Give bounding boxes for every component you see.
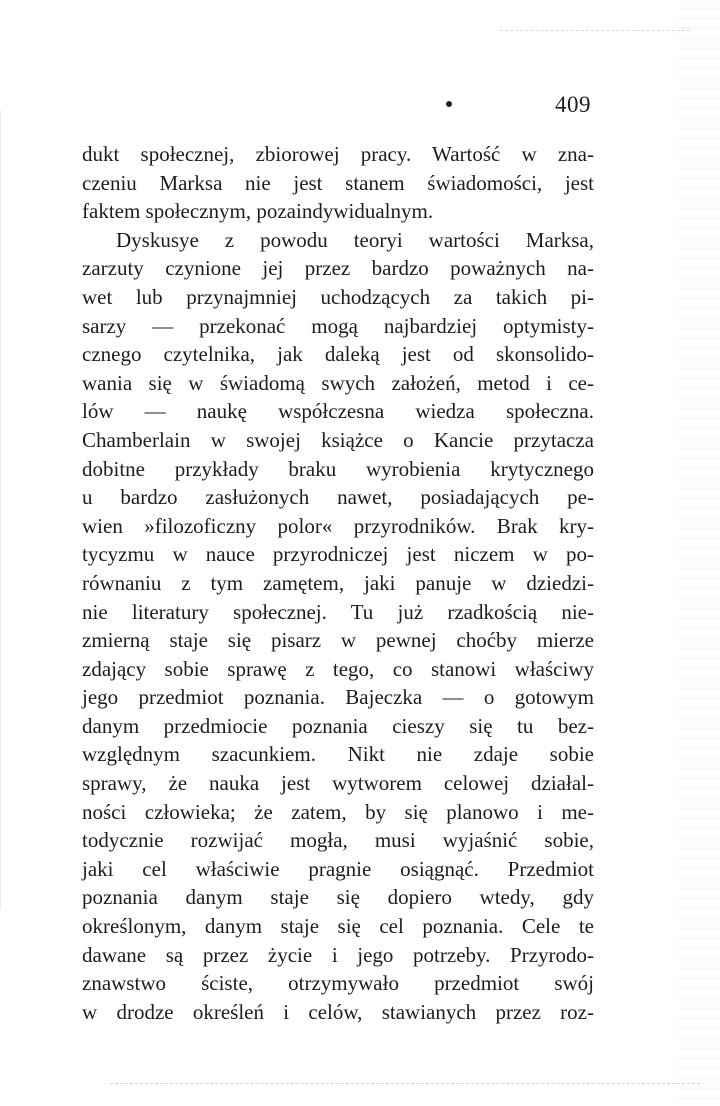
text-line: lów — naukę współczesna wiedza społeczna. xyxy=(82,399,594,424)
text-line: cznego czytelnika, jak daleką jest od skonsolido- xyxy=(82,342,594,367)
text-line: tycyzmu w nauce przyrodniczej jest niczem w po- xyxy=(82,542,594,567)
right-scan-edge xyxy=(678,0,720,1106)
text-line: sprawy, że nauka jest wytworem celowej działal- xyxy=(82,771,594,796)
text-line: Dyskusye z powodu teoryi wartości Marksa, xyxy=(116,227,594,252)
text-line: w drodze określeń i celów, stawianych przez roz- xyxy=(82,999,594,1024)
bottom-scan-noise xyxy=(110,1083,700,1086)
text-line: ności człowieka; że zatem, by się planowo i me- xyxy=(82,799,594,824)
text-line: u bardzo zasłużonych nawet, posiadających pe- xyxy=(82,485,594,510)
text-line: względnym szacunkiem. Nikt nie zdaje sobie xyxy=(82,742,594,767)
text-line: dobitne przykłady braku wyrobienia krytycznego xyxy=(82,456,594,481)
text-line: zmierną staje się pisarz w pewnej choćby mierze xyxy=(82,628,594,653)
text-line: faktem społecznym, pozaindywidualnym. xyxy=(82,199,434,224)
text-line: todycznie rozwijać mogła, musi wyjaśnić sobie, xyxy=(82,828,594,853)
top-scan-noise xyxy=(500,12,690,31)
text-line: wet lub przynajmniej uchodzących za takich pi- xyxy=(82,284,594,309)
text-line: danym przedmiocie poznania cieszy się tu bez- xyxy=(82,713,594,738)
text-line: sarzy — przekonać mogą najbardziej optymisty- xyxy=(82,313,594,338)
left-scan-edge xyxy=(0,110,13,910)
text-line: określonym, danym staje się cel poznania. Cele te xyxy=(82,914,594,939)
text-line: zarzuty czynione jej przez bardzo poważnych na- xyxy=(82,256,594,281)
text-line: jaki cel właściwie pragnie osiągnąć. Przedmiot xyxy=(82,856,594,881)
text-line: dawane są przez życie i jego potrzeby. Przyrodo- xyxy=(82,942,594,967)
text-line: czeniu Marksa nie jest stanem świadomości, jest xyxy=(82,170,594,195)
text-line: zdający sobie sprawę z tego, co stanowi właściwy xyxy=(82,656,594,681)
text-line: wien »filozoficzny polor« przyrodników. Brak kry- xyxy=(82,513,594,538)
page-number: 409 xyxy=(555,92,591,117)
text-line: dukt społecznej, zbiorowej pracy. Wartość w zna- xyxy=(82,142,594,166)
text-line: znawstwo ściste, otrzymywało przedmiot swój xyxy=(82,971,594,996)
text-line: nie literatury społecznej. Tu już rzadkością nie- xyxy=(82,599,594,624)
text-line: Chamberlain w swojej książce o Kancie przytacza xyxy=(82,427,594,452)
text-line: wania się w świadomą swych założeń, metod i ce- xyxy=(82,370,594,395)
page-dot xyxy=(446,101,452,107)
page-text xyxy=(82,140,594,1026)
text-line: poznania danym staje się dopiero wtedy, gdy xyxy=(82,885,594,910)
text-line: równaniu z tym zamętem, jaki panuje w dziedzi- xyxy=(82,570,594,595)
text-line: jego przedmiot poznania. Bajeczka — o gotowym xyxy=(82,685,594,710)
